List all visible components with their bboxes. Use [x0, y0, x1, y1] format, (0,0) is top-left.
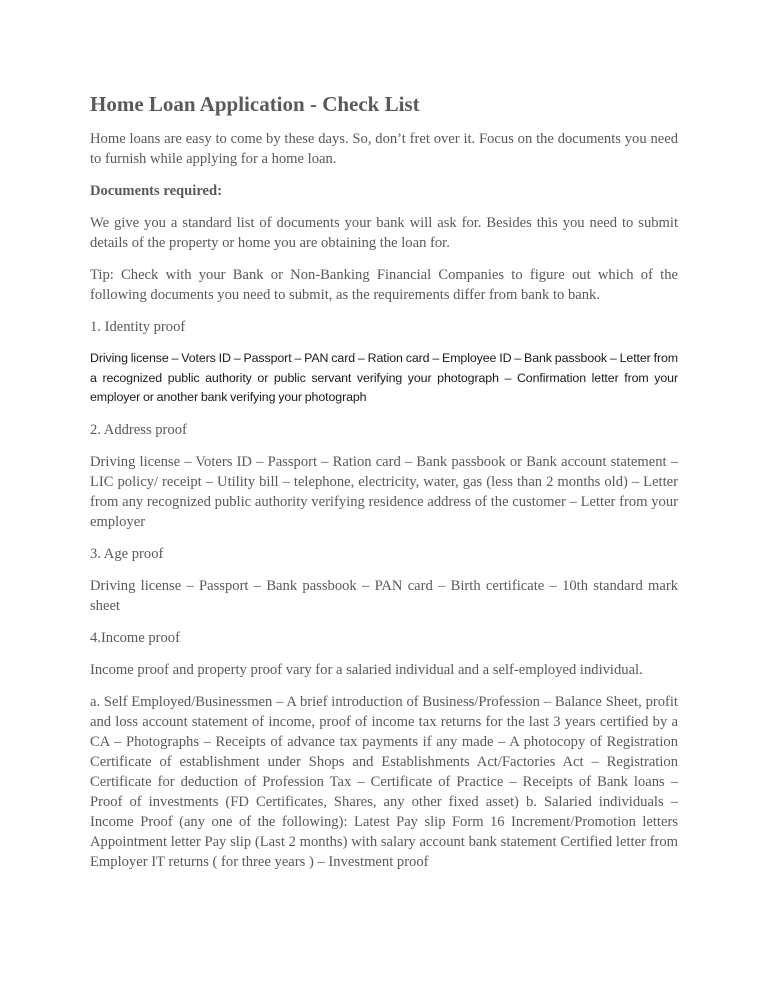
tip-paragraph: Tip: Check with your Bank or Non-Banking Financial Companies to figure out which of the following documents you need to submit, as the requirements differ from bank to bank.	[90, 267, 678, 303]
intro-paragraph: Home loans are easy to come by these days. So, don’t fret over it. Focus on the documents you need to furnish while applying for a home loan.	[90, 131, 678, 167]
address-proof-heading: 2. Address proof	[90, 421, 187, 438]
identity-proof-heading: 1. Identity proof	[90, 319, 186, 335]
age-proof-list: Driving license – Passport – Bank passbook – PAN card – Birth certificate – 10th standard mark sheet	[90, 577, 678, 614]
identity-proof-list: Driving license – Voters ID – Passport – PAN card – Ration card – Employee ID – Bank passbook – Letter from a recognized public authority or public servant verifying your photograph – Confirmation letter from your employer or another bank verifying your photograph	[90, 351, 678, 404]
income-proof-intro: Income proof and property proof vary for a salaried individual and a self-employed individual.	[90, 661, 643, 678]
page-title: Home Loan Application - Check List	[90, 92, 420, 116]
age-proof-heading: 3. Age proof	[90, 545, 164, 562]
documents-heading: Documents required:	[90, 183, 223, 199]
income-proof-heading: 4.Income proof	[90, 629, 180, 646]
address-proof-list: Driving license – Voters ID – Passport – Ration card – Bank passbook or Bank account statement – LIC policy/ receipt – Utility bill – telephone, electricity, water, gas (less than 2 months old) – Letter from any recognized public authority verifying residence address of the customer – Letter from your employer	[90, 453, 678, 530]
income-proof-list: a. Self Employed/Businessmen – A brief introduction of Business/Profession – Balance Sheet, profit and loss account statement of income, proof of income tax returns for the last 3 years certified by a CA – Photographs – Receipts of advance tax payments if any made – A photocopy of Registration Certificate of establishment under Shops and Establishments Act/Factories Act – Registration Certificate for deduction of Profession Tax – Certificate of Practice – Receipts of Bank loans – Proof of investments (FD Certificates, Shares, any other fixed asset) b. Salaried individuals – Income Proof (any one of the following): Latest Pay slip Form 16 Increment/Promotion letters Appointment letter Pay slip (Last 2 months) with salary account bank statement Certified letter from Employer IT returns ( for three years ) – Investment proof	[90, 693, 678, 870]
document-page	[90, 90, 678, 884]
standard-list-paragraph: We give you a standard list of documents your bank will ask for. Besides this you need to submit details of the property or home you are obtaining the loan for.	[90, 215, 678, 251]
